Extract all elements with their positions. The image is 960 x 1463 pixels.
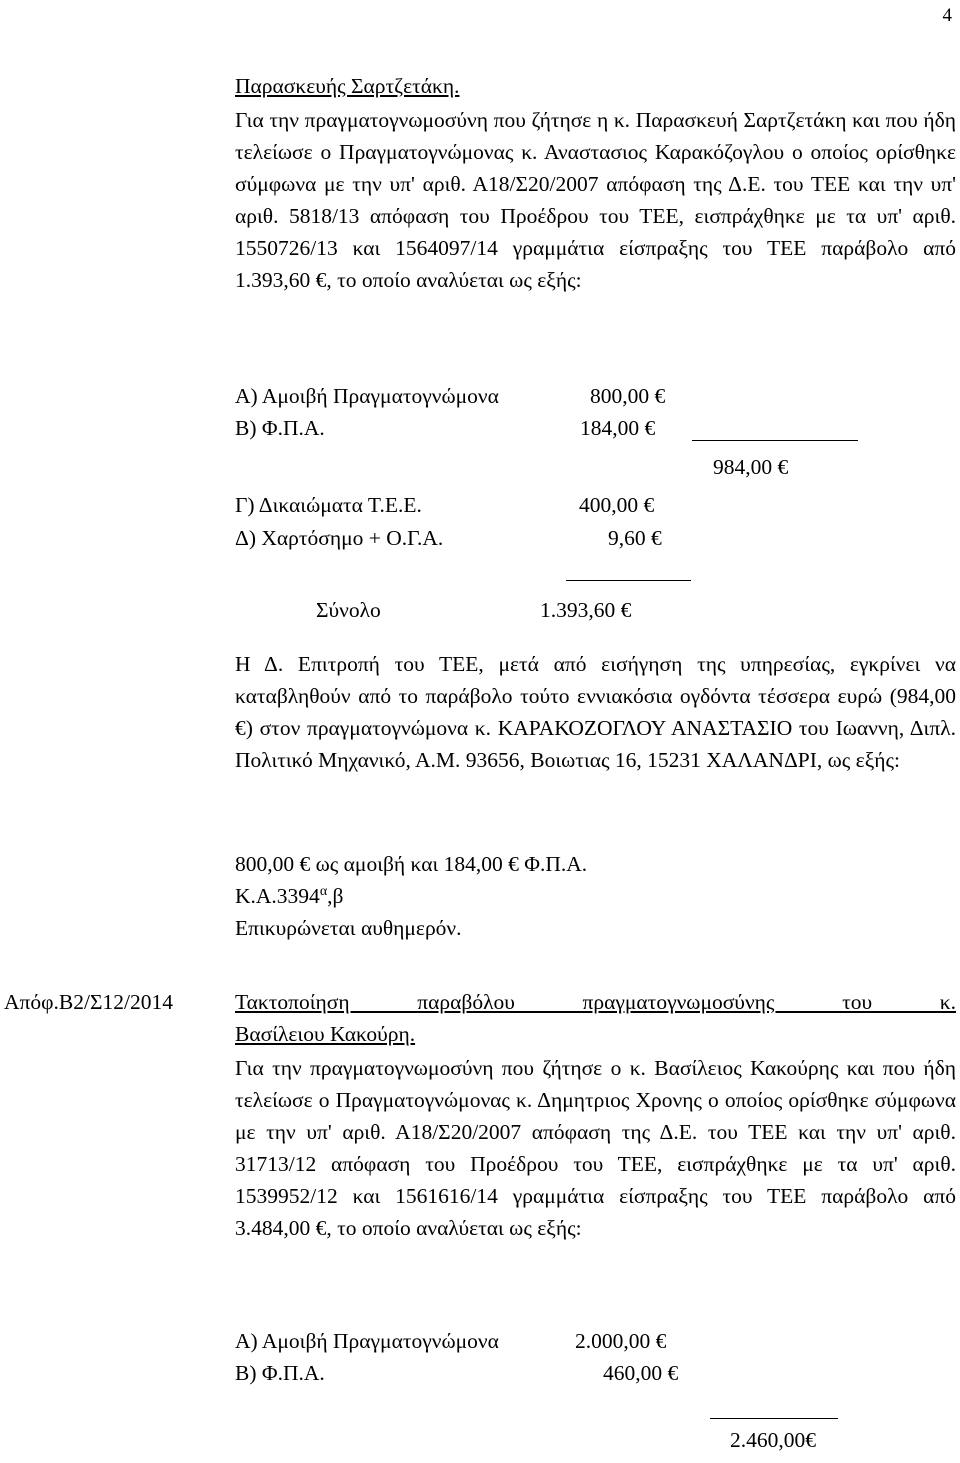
section2-item-a-amount: 2.000,00 €: [575, 1329, 667, 1353]
section2-subtotal-rule: [710, 1418, 838, 1419]
ka-code: Κ.Α.3394: [235, 884, 320, 908]
section1-item-b-label: Β) Φ.Π.Α.: [235, 416, 325, 440]
total-rule: [566, 580, 691, 581]
page-number: 4: [942, 5, 952, 26]
section1-item-b-amount: 184,00 €: [580, 416, 656, 440]
section1-ratified: Επικυρώνεται αυθημερόν.: [235, 916, 462, 940]
section2-item-b-amount: 460,00 €: [603, 1361, 679, 1385]
section1-decision: Η Δ. Επιτροπή του ΤΕΕ, μετά από εισήγηση της υπηρεσίας, εγκρίνει να καταβληθούν από το παράβολο τούτο εννιακόσια ογδόντα τέσσερα ευρώ (984,00 €) στον πραγματογνώμονα κ. ΚΑΡΑΚΟΖΟΓΛΟΥ ΑΝΑΣΤΑΣΙΟ του Ιωαννη, Διπλ. Πολιτικό Μηχανικό, Α.Μ. 93656, Βοιωτιας 16, 15231 ΧΑΛΑΝΔΡΙ, ως εξής:: [235, 652, 956, 772]
section1-payment: 800,00 € ως αμοιβή και 184,00 € Φ.Π.Α.: [235, 852, 588, 876]
section1-total-amount: 1.393,60 €: [540, 598, 632, 622]
section2-item-b-label: Β) Φ.Π.Α.: [235, 1361, 325, 1385]
section1-item-d-amount: 9,60 €: [608, 526, 662, 550]
section2-title-line2: Βασίλειου Κακούρη.: [235, 1022, 416, 1046]
section1-ka: [235, 880, 343, 912]
ka-superscript: α: [319, 883, 328, 899]
section1-item-c-amount: 400,00 €: [579, 493, 655, 517]
section1-item-a-amount: 800,00 €: [590, 384, 666, 408]
section2-title-line1: Τακτοποίηση παραβόλου πραγματογνωμοσύνης του κ.: [235, 990, 956, 1014]
section1-intro: Για την πραγματογνωμοσύνη που ζήτησε η κ. Παρασκευή Σαρτζετάκη και που ήδη τελείωσε ο Πραγματογνώμονας κ. Αναστασιος Καρακόζογλου ο οποίος ορίσθηκε σύμφωνα με την υπ' αριθ. Α18/Σ20/2007 απόφαση της Δ.Ε. του ΤΕΕ και την υπ' αριθ. 5818/13 απόφαση του Προέδρου του ΤΕΕ, εισπράχθηκε με τα υπ' αριθ. 1550726/13 και 1564097/14 γραμμάτια είσπραξης του ΤΕΕ παράβολο από 1.393,60 €, το οποίο αναλύεται ως εξής:: [235, 108, 956, 292]
section2-intro: Για την πραγματογνωμοσύνη που ζήτησε ο κ. Βασίλειος Κακούρης και που ήδη τελείωσε ο Πραγματογνώμονας κ. Δημητριος Χρονης ο οποίος ορίσθηκε σύμφωνα με την υπ' αριθ. Α18/Σ20/2007 απόφαση της Δ.Ε. του ΤΕΕ και την υπ' αριθ. 31713/12 απόφαση του Προέδρου του ΤΕΕ, εισπράχθηκε με τα υπ' αριθ. 1539952/12 και 1561616/14 γραμμάτια είσπραξης του ΤΕΕ παράβολο από 3.484,00 €, το οποίο αναλύεται ως εξής:: [235, 1056, 956, 1240]
ka-suffix: ,β: [327, 884, 344, 908]
section1-item-a-label: Α) Αμοιβή Πραγματογνώμονα: [235, 384, 499, 408]
section1-total-label: Σύνολο: [316, 598, 381, 622]
section1-title: Παρασκευής Σαρτζετάκη.: [235, 74, 460, 98]
section2-subtotal: 2.460,00€: [730, 1428, 816, 1452]
section2-item-a-label: Α) Αμοιβή Πραγματογνώμονα: [235, 1329, 499, 1353]
subtotal-rule: [692, 440, 858, 441]
section1-item-d-label: Δ) Χαρτόσημο + Ο.Γ.Α.: [235, 526, 444, 550]
section2-decision-ref: Απόφ.Β2/Σ12/2014: [4, 990, 173, 1014]
section1-item-c-label: Γ) Δικαιώματα Τ.Ε.Ε.: [235, 493, 422, 517]
section1-subtotal: 984,00 €: [713, 455, 789, 479]
